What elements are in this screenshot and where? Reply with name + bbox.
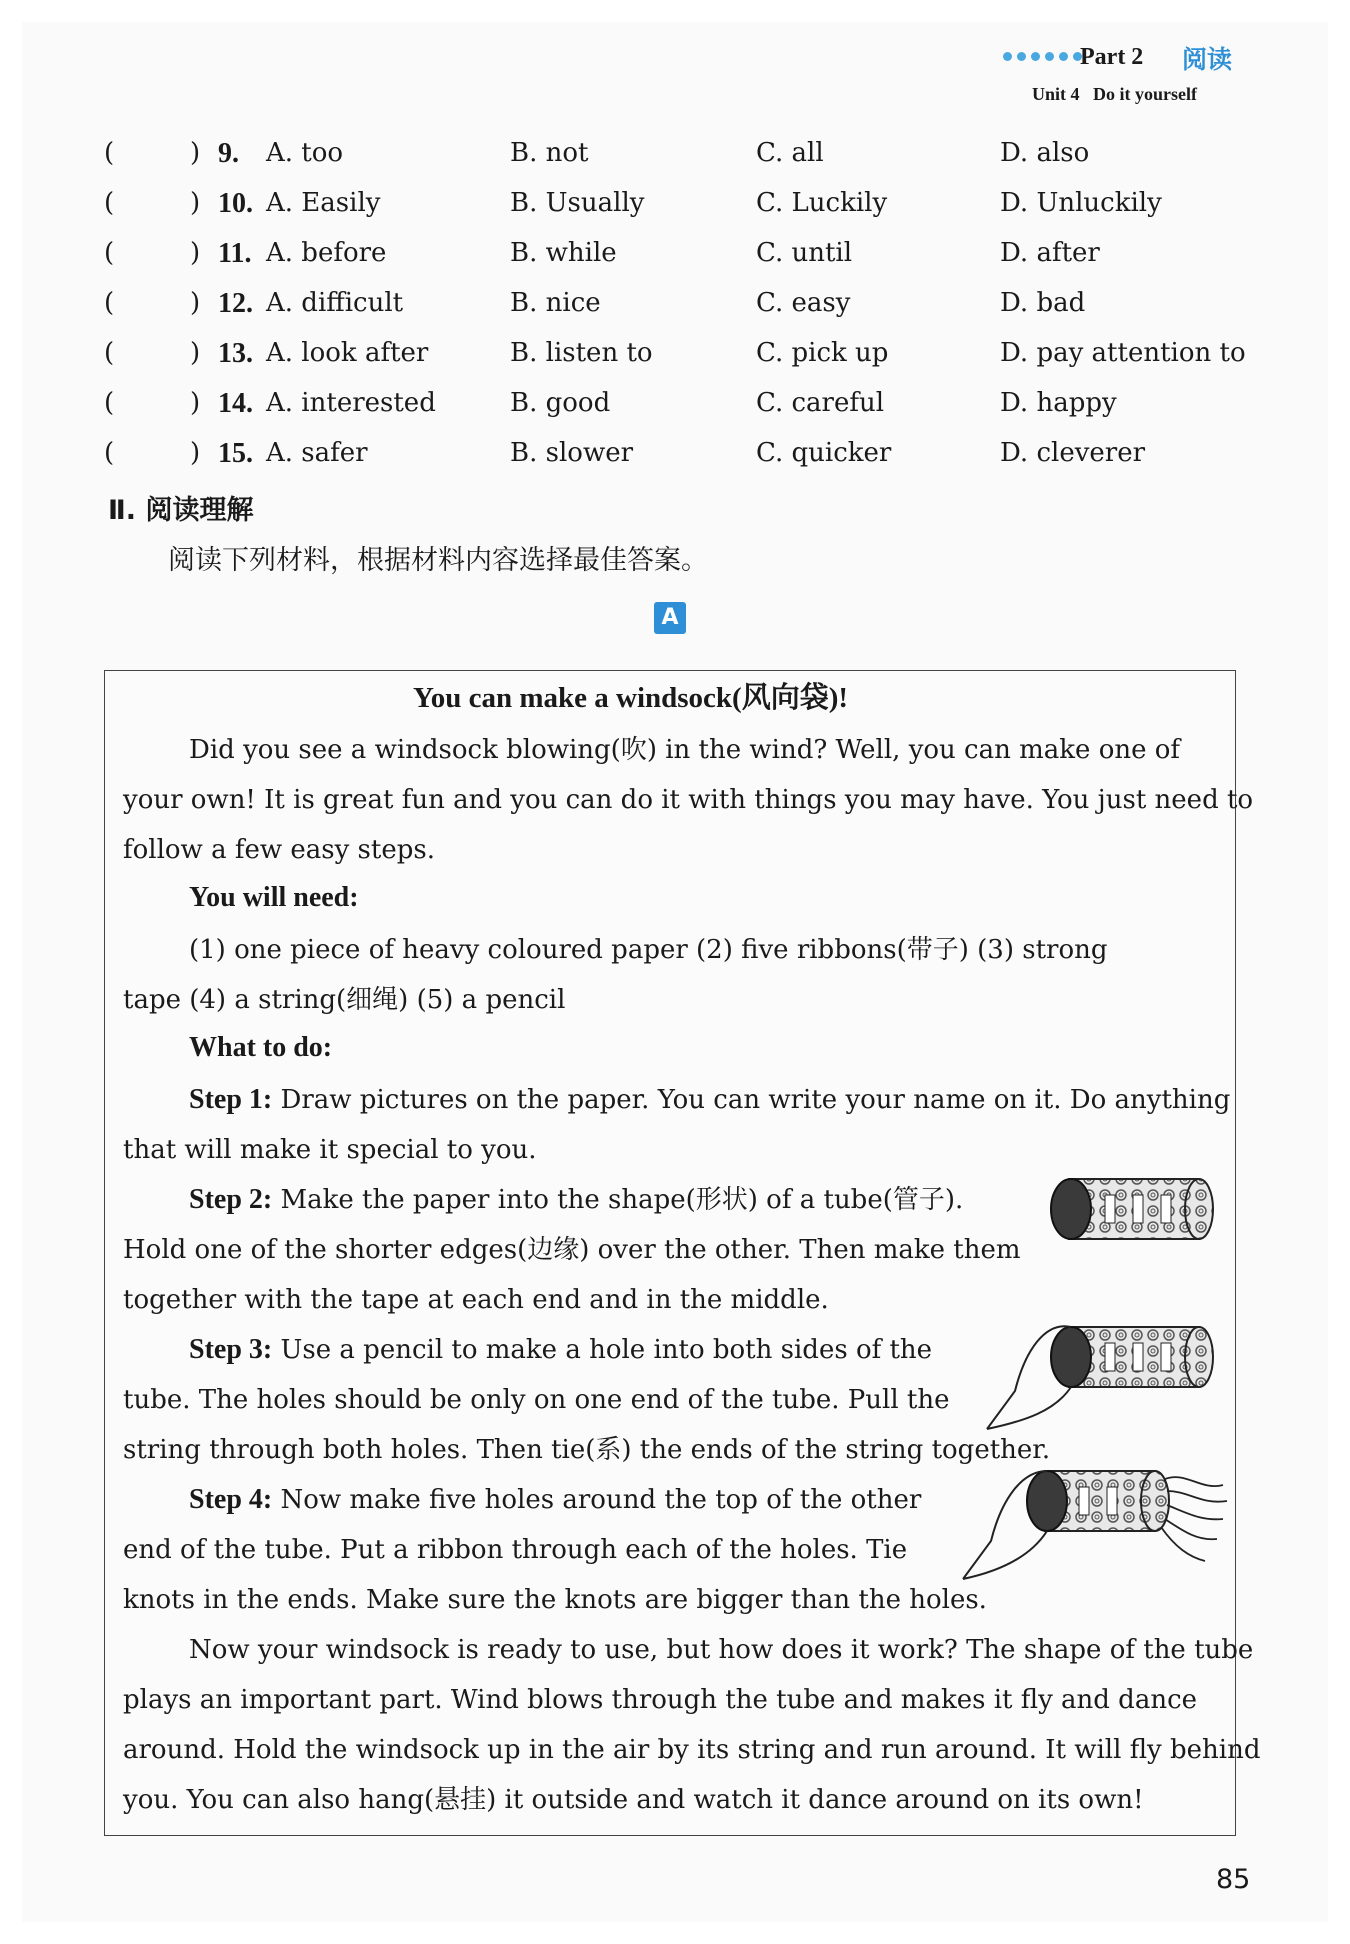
- answer-bracket-open: (: [104, 288, 115, 318]
- header-decoration-dots: [1003, 52, 1082, 61]
- step4-line: end of the tube. Put a ribbon through each of the holes. Tie: [123, 1535, 908, 1565]
- option-b: B. slower: [510, 438, 634, 468]
- step3-label: Step 3:: [189, 1334, 273, 1365]
- option-a: A. look after: [266, 338, 429, 368]
- option-d: D. bad: [1000, 288, 1086, 318]
- answer-bracket-close: ): [190, 238, 201, 268]
- step4-line: [189, 1483, 921, 1517]
- question-number: 13.: [218, 338, 253, 369]
- option-b: B. nice: [510, 288, 601, 318]
- question-number: 9.: [218, 138, 239, 169]
- header-unit: [1032, 84, 1197, 105]
- answer-bracket-close: ): [190, 338, 201, 368]
- option-a: A. too: [266, 138, 344, 168]
- answer-bracket-open: (: [104, 238, 115, 268]
- option-c: C. until: [756, 238, 853, 268]
- option-b: B. listen to: [510, 338, 653, 368]
- question-number: 15.: [218, 438, 253, 469]
- step3-line: [189, 1333, 932, 1367]
- intro-line: Did you see a windsock blowing(吹) in the wind? Well, you can make one of: [189, 735, 1181, 765]
- answer-bracket-open: (: [104, 138, 115, 168]
- step3-text: Use a pencil to make a hole into both sides of the: [280, 1335, 933, 1365]
- step2-label: Step 2:: [189, 1184, 273, 1215]
- need-line: (1) one piece of heavy coloured paper (2) five ribbons(带子) (3) strong: [189, 935, 1108, 965]
- question-number: 12.: [218, 288, 253, 319]
- todo-heading: What to do:: [189, 1032, 333, 1063]
- answer-bracket-close: ): [190, 288, 201, 318]
- option-b: B. Usually: [510, 188, 645, 218]
- option-d: D. also: [1000, 138, 1090, 168]
- passage-badge: A: [654, 602, 686, 634]
- step4-text: Now make five holes around the top of the other: [280, 1485, 922, 1515]
- option-row: [104, 188, 1264, 228]
- intro-line: your own! It is great fun and you can do it with things you may have. You just need to: [123, 785, 1254, 815]
- step4-line: knots in the ends. Make sure the knots are bigger than the holes.: [123, 1585, 987, 1615]
- option-a: A. difficult: [266, 288, 404, 318]
- page-number: 85: [1216, 1864, 1251, 1895]
- answer-bracket-close: ): [190, 188, 201, 218]
- step1-label: Step 1:: [189, 1084, 273, 1115]
- header-section: 阅读: [1182, 45, 1233, 74]
- option-a: A. safer: [266, 438, 368, 468]
- option-c: C. easy: [756, 288, 851, 318]
- passage-title: You can make a windsock(风向袋)!: [413, 682, 849, 714]
- step4-label: Step 4:: [189, 1484, 273, 1515]
- unit-title: Do it yourself: [1093, 84, 1197, 104]
- option-a: A. interested: [266, 388, 436, 418]
- step2-line: Hold one of the shorter edges(边缘) over the other. Then make them: [123, 1235, 1021, 1265]
- need-heading: You will need:: [189, 882, 359, 913]
- step3-line: string through both holes. Then tie(系) the ends of the string together.: [123, 1435, 1051, 1465]
- option-c: C. careful: [756, 388, 885, 418]
- option-d: D. Unluckily: [1000, 188, 1162, 218]
- outro-line: you. You can also hang(悬挂) it outside and watch it dance around on its own!: [123, 1785, 1144, 1815]
- question-number: 11.: [218, 238, 252, 269]
- answer-bracket-open: (: [104, 188, 115, 218]
- option-d: D. cleverer: [1000, 438, 1146, 468]
- answer-bracket-close: ): [190, 138, 201, 168]
- unit-label: Unit 4: [1032, 84, 1080, 104]
- step2-line: together with the tape at each end and in the middle.: [123, 1285, 829, 1315]
- option-c: C. pick up: [756, 338, 889, 368]
- option-d: D. pay attention to: [1000, 338, 1246, 368]
- option-a: A. before: [266, 238, 387, 268]
- option-c: C. all: [756, 138, 824, 168]
- question-number: 14.: [218, 388, 253, 419]
- windsock-string-illustration: [985, 1311, 1225, 1441]
- step1-text: Draw pictures on the paper. You can write your name on it. Do anything: [280, 1085, 1231, 1115]
- option-row: [104, 288, 1264, 328]
- outro-line: around. Hold the windsock up in the air by its string and run around. It will fly behind: [123, 1735, 1261, 1765]
- option-b: B. good: [510, 388, 611, 418]
- answer-bracket-open: (: [104, 338, 115, 368]
- option-c: C. Luckily: [756, 188, 888, 218]
- windsock-tube-illustration: [1049, 1171, 1219, 1247]
- answer-bracket-open: (: [104, 438, 115, 468]
- option-row: [104, 338, 1264, 378]
- section-title: Ⅱ. 阅读理解: [108, 495, 254, 526]
- option-b: B. not: [510, 138, 589, 168]
- option-d: D. after: [1000, 238, 1100, 268]
- answer-bracket-close: ): [190, 388, 201, 418]
- step1-line: [189, 1083, 1230, 1117]
- outro-line: Now your windsock is ready to use, but how does it work? The shape of the tube: [189, 1635, 1254, 1665]
- intro-line: follow a few easy steps.: [123, 835, 435, 865]
- question-number: 10.: [218, 188, 253, 219]
- option-b: B. while: [510, 238, 617, 268]
- option-row: [104, 238, 1264, 278]
- step3-line: tube. The holes should be only on one end of the tube. Pull the: [123, 1385, 950, 1415]
- option-a: A. Easily: [266, 188, 381, 218]
- header-part: Part 2: [1080, 44, 1144, 70]
- option-c: C. quicker: [756, 438, 892, 468]
- option-d: D. happy: [1000, 388, 1117, 418]
- step1-line: that will make it special to you.: [123, 1135, 537, 1165]
- answer-bracket-close: ): [190, 438, 201, 468]
- answer-bracket-open: (: [104, 388, 115, 418]
- outro-line: plays an important part. Wind blows through the tube and makes it fly and dance: [123, 1685, 1198, 1715]
- step2-line: [189, 1183, 963, 1217]
- option-row: [104, 438, 1264, 478]
- option-row: [104, 138, 1264, 178]
- windsock-ribbons-illustration: [961, 1461, 1231, 1591]
- need-line: tape (4) a string(细绳) (5) a pencil: [123, 985, 566, 1015]
- passage-box: [104, 670, 1261, 1836]
- option-row: [104, 388, 1264, 428]
- step2-text: Make the paper into the shape(形状) of a tube(管子).: [280, 1185, 964, 1215]
- section-instruction: 阅读下列材料，根据材料内容选择最佳答案。: [168, 545, 708, 576]
